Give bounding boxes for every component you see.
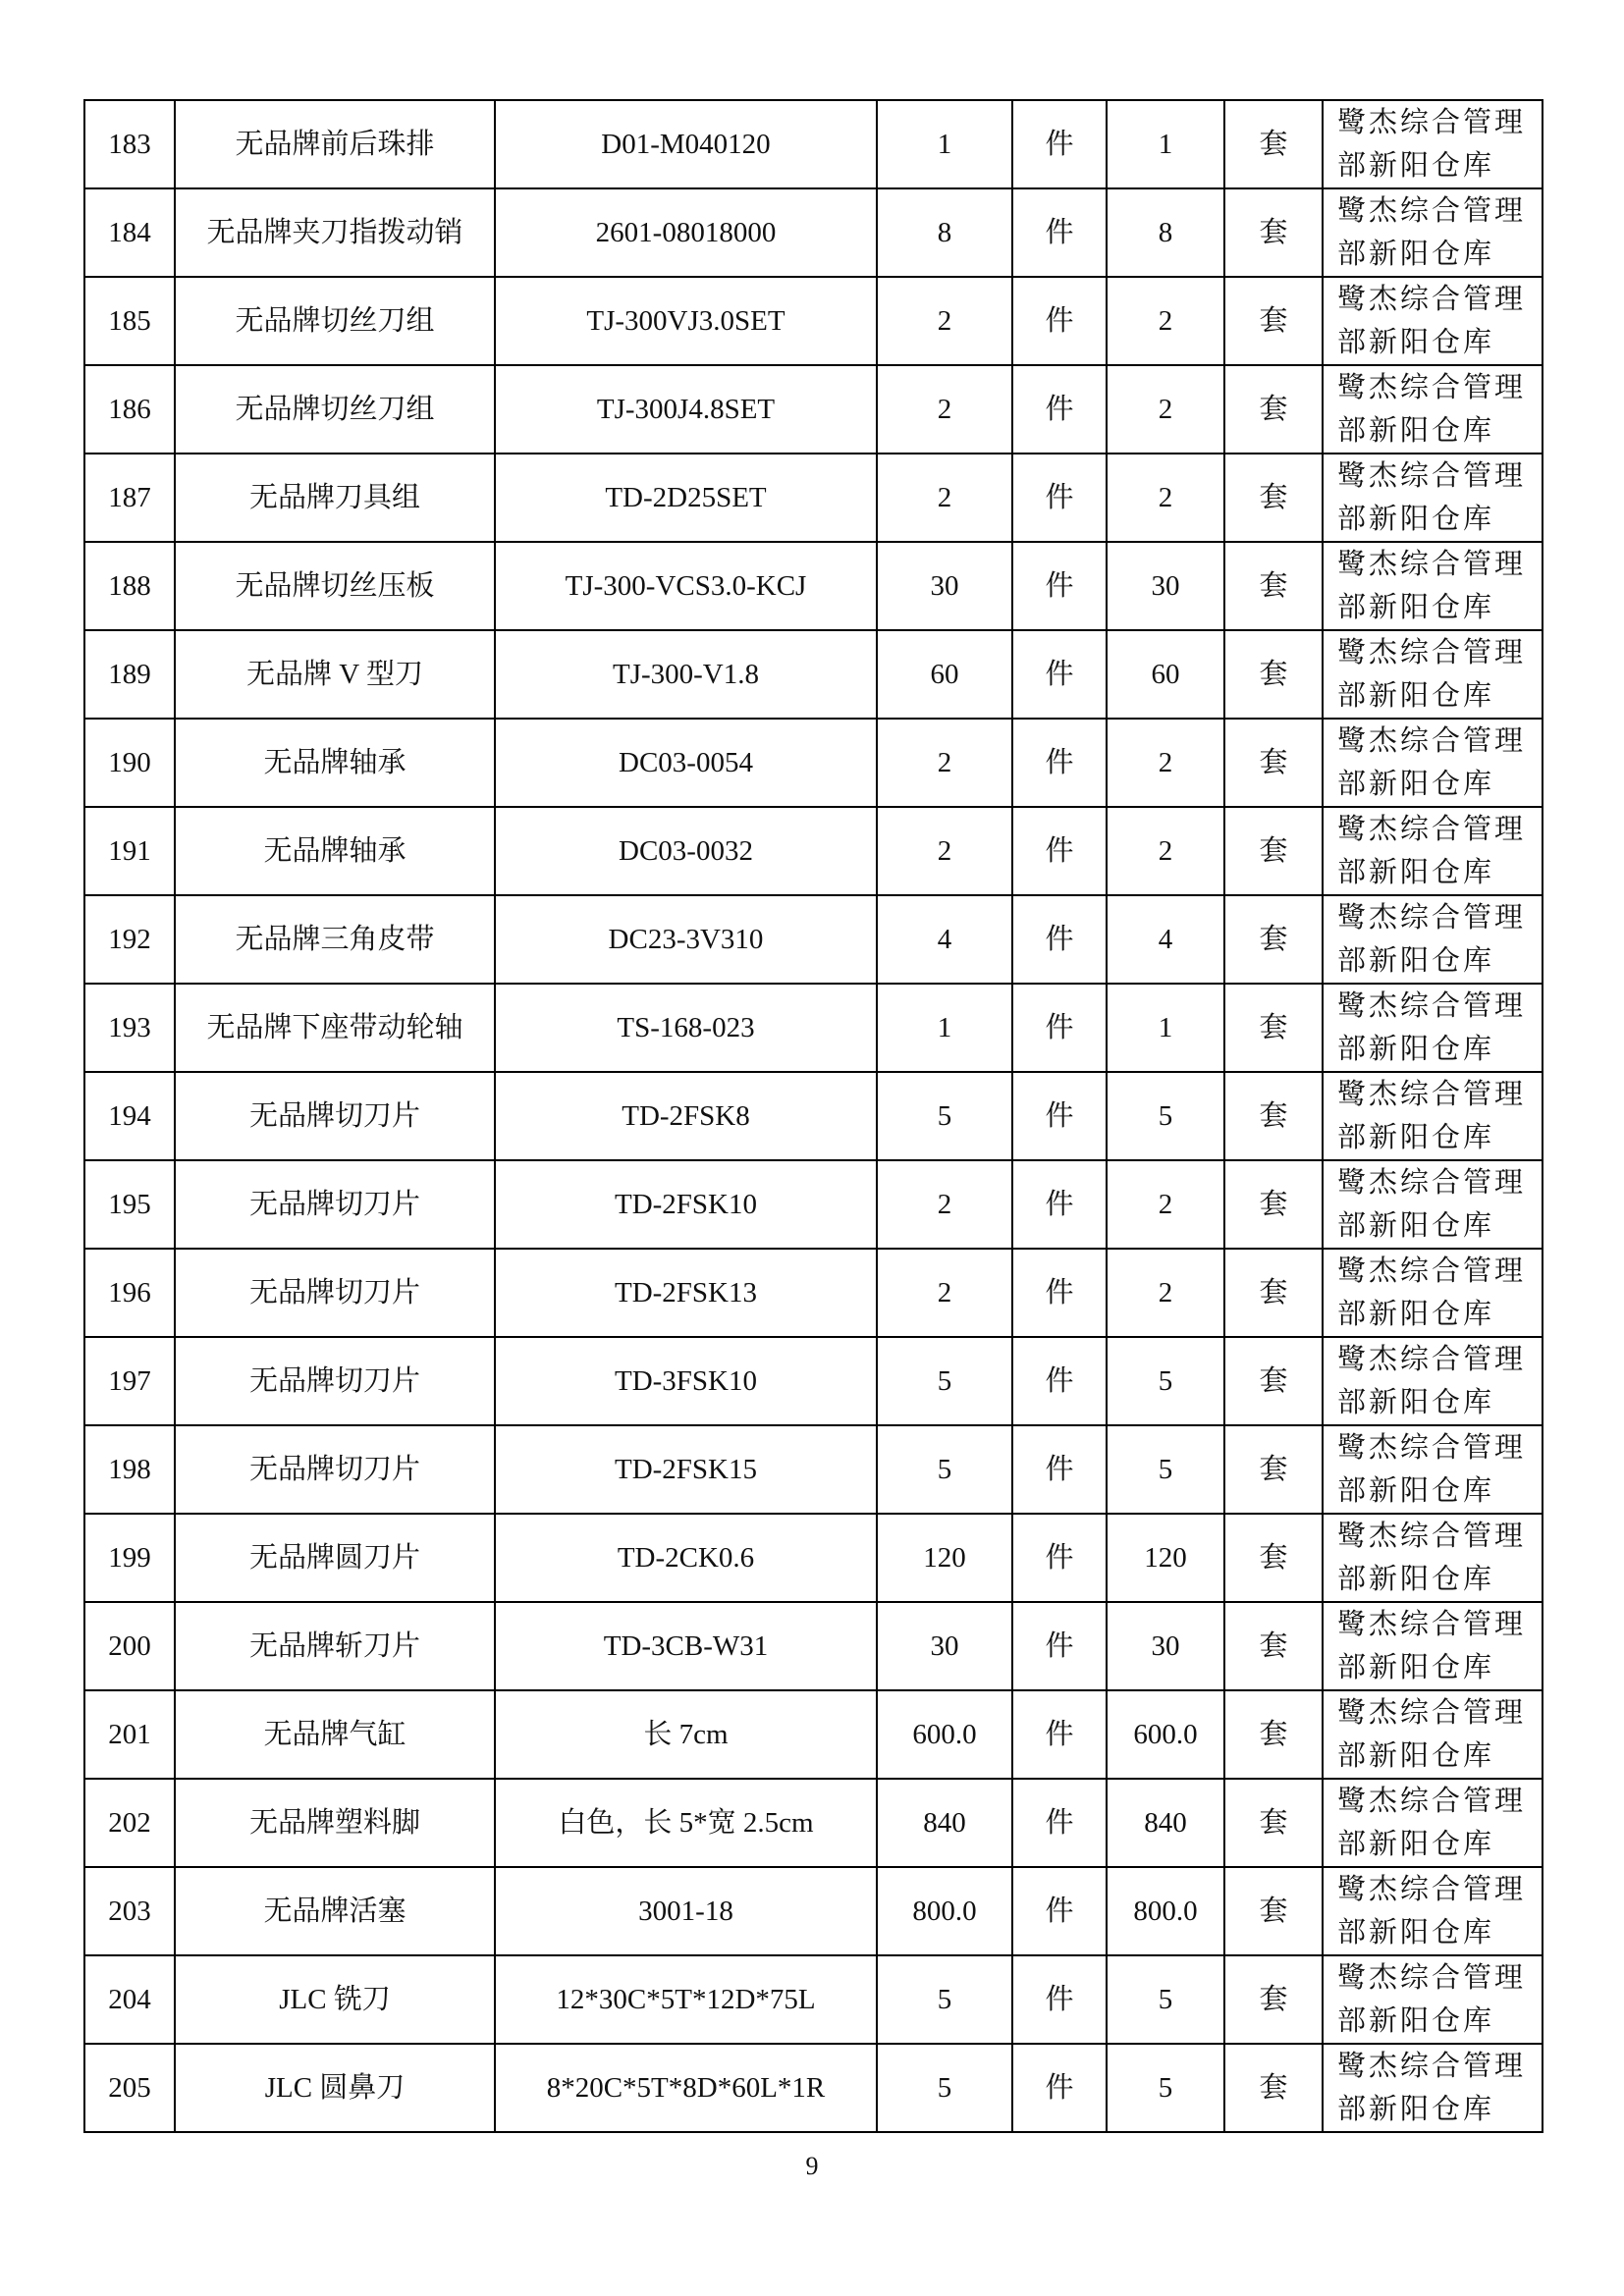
item-unit-cell: 件 — [1012, 1249, 1107, 1337]
item-unit-cell: 件 — [1012, 1337, 1107, 1425]
item-set-unit-cell: 套 — [1224, 277, 1323, 365]
item-number-cell: 201 — [84, 1690, 175, 1779]
item-model-cell: TJ-300-VCS3.0-KCJ — [495, 542, 877, 630]
item-number-cell: 194 — [84, 1072, 175, 1160]
item-location-cell: 鹭杰综合管理部新阳仓库 — [1323, 1160, 1543, 1249]
item-unit-cell: 件 — [1012, 365, 1107, 454]
item-location-cell: 鹭杰综合管理部新阳仓库 — [1323, 100, 1543, 188]
item-unit-cell: 件 — [1012, 1779, 1107, 1867]
item-set-quantity-cell: 2 — [1107, 454, 1224, 542]
item-set-unit-cell: 套 — [1224, 100, 1323, 188]
item-model-cell: DC23-3V310 — [495, 895, 877, 984]
item-name-cell: 无品牌轴承 — [175, 807, 495, 895]
item-set-unit-cell: 套 — [1224, 2044, 1323, 2132]
table-row — [84, 1779, 1543, 1867]
item-unit-cell: 件 — [1012, 1955, 1107, 2044]
item-model-cell: DC03-0032 — [495, 807, 877, 895]
item-unit-cell: 件 — [1012, 1690, 1107, 1779]
item-set-unit-cell: 套 — [1224, 188, 1323, 277]
item-quantity-cell: 2 — [877, 719, 1012, 807]
item-quantity-cell: 30 — [877, 542, 1012, 630]
page-number: 9 — [805, 2152, 819, 2180]
item-quantity-cell: 2 — [877, 365, 1012, 454]
item-model-cell: TJ-300VJ3.0SET — [495, 277, 877, 365]
item-number-cell: 187 — [84, 454, 175, 542]
item-quantity-cell: 840 — [877, 1779, 1012, 1867]
item-quantity-cell: 5 — [877, 1425, 1012, 1514]
table-row — [84, 100, 1543, 188]
item-location-cell: 鹭杰综合管理部新阳仓库 — [1323, 1514, 1543, 1602]
item-quantity-cell: 5 — [877, 1955, 1012, 2044]
item-name-cell: 无品牌下座带动轮轴 — [175, 984, 495, 1072]
item-location-cell: 鹭杰综合管理部新阳仓库 — [1323, 807, 1543, 895]
item-unit-cell: 件 — [1012, 1160, 1107, 1249]
item-unit-cell: 件 — [1012, 1072, 1107, 1160]
item-set-quantity-cell: 800.0 — [1107, 1867, 1224, 1955]
item-number-cell: 198 — [84, 1425, 175, 1514]
item-set-quantity-cell: 2 — [1107, 719, 1224, 807]
table-row — [84, 630, 1543, 719]
item-set-quantity-cell: 2 — [1107, 277, 1224, 365]
item-quantity-cell: 2 — [877, 807, 1012, 895]
table-row — [84, 1425, 1543, 1514]
item-unit-cell: 件 — [1012, 188, 1107, 277]
item-name-cell: 无品牌切丝刀组 — [175, 365, 495, 454]
item-model-cell: TJ-300J4.8SET — [495, 365, 877, 454]
table-row — [84, 807, 1543, 895]
item-number-cell: 199 — [84, 1514, 175, 1602]
item-location-cell: 鹭杰综合管理部新阳仓库 — [1323, 365, 1543, 454]
item-quantity-cell: 2 — [877, 277, 1012, 365]
item-model-cell: TD-2FSK15 — [495, 1425, 877, 1514]
item-model-cell: 长 7cm — [495, 1690, 877, 1779]
item-set-quantity-cell: 2 — [1107, 365, 1224, 454]
item-quantity-cell: 600.0 — [877, 1690, 1012, 1779]
item-unit-cell: 件 — [1012, 807, 1107, 895]
item-set-quantity-cell: 60 — [1107, 630, 1224, 719]
item-set-unit-cell: 套 — [1224, 1249, 1323, 1337]
item-set-quantity-cell: 4 — [1107, 895, 1224, 984]
inventory-table — [83, 99, 1543, 2133]
item-set-unit-cell: 套 — [1224, 630, 1323, 719]
item-number-cell: 197 — [84, 1337, 175, 1425]
item-name-cell: 无品牌 V 型刀 — [175, 630, 495, 719]
item-model-cell: TD-2D25SET — [495, 454, 877, 542]
item-set-unit-cell: 套 — [1224, 454, 1323, 542]
item-model-cell: D01-M040120 — [495, 100, 877, 188]
table-row — [84, 1072, 1543, 1160]
item-quantity-cell: 2 — [877, 1249, 1012, 1337]
item-set-unit-cell: 套 — [1224, 1779, 1323, 1867]
item-location-cell: 鹭杰综合管理部新阳仓库 — [1323, 542, 1543, 630]
item-unit-cell: 件 — [1012, 984, 1107, 1072]
item-number-cell: 186 — [84, 365, 175, 454]
item-set-unit-cell: 套 — [1224, 1690, 1323, 1779]
item-name-cell: 无品牌切刀片 — [175, 1425, 495, 1514]
item-name-cell: 无品牌圆刀片 — [175, 1514, 495, 1602]
item-set-unit-cell: 套 — [1224, 365, 1323, 454]
item-unit-cell: 件 — [1012, 1867, 1107, 1955]
item-model-cell: 8*20C*5T*8D*60L*1R — [495, 2044, 877, 2132]
item-name-cell: 无品牌前后珠排 — [175, 100, 495, 188]
item-number-cell: 185 — [84, 277, 175, 365]
item-location-cell: 鹭杰综合管理部新阳仓库 — [1323, 719, 1543, 807]
item-set-quantity-cell: 1 — [1107, 100, 1224, 188]
item-set-unit-cell: 套 — [1224, 807, 1323, 895]
item-quantity-cell: 5 — [877, 1072, 1012, 1160]
item-set-quantity-cell: 600.0 — [1107, 1690, 1224, 1779]
item-quantity-cell: 2 — [877, 1160, 1012, 1249]
item-set-quantity-cell: 120 — [1107, 1514, 1224, 1602]
item-name-cell: 无品牌切刀片 — [175, 1160, 495, 1249]
item-name-cell: 无品牌夹刀指拨动销 — [175, 188, 495, 277]
item-location-cell: 鹭杰综合管理部新阳仓库 — [1323, 2044, 1543, 2132]
item-name-cell: 无品牌切刀片 — [175, 1337, 495, 1425]
item-unit-cell: 件 — [1012, 2044, 1107, 2132]
item-quantity-cell: 2 — [877, 454, 1012, 542]
item-number-cell: 184 — [84, 188, 175, 277]
item-set-unit-cell: 套 — [1224, 1425, 1323, 1514]
item-set-unit-cell: 套 — [1224, 542, 1323, 630]
item-number-cell: 202 — [84, 1779, 175, 1867]
item-model-cell: 白色，长 5*宽 2.5cm — [495, 1779, 877, 1867]
item-set-quantity-cell: 30 — [1107, 1602, 1224, 1690]
item-unit-cell: 件 — [1012, 630, 1107, 719]
item-number-cell: 192 — [84, 895, 175, 984]
item-set-quantity-cell: 2 — [1107, 1160, 1224, 1249]
item-set-unit-cell: 套 — [1224, 1955, 1323, 2044]
table-row — [84, 277, 1543, 365]
item-set-unit-cell: 套 — [1224, 1602, 1323, 1690]
item-model-cell: TD-2FSK13 — [495, 1249, 877, 1337]
item-model-cell: 3001-18 — [495, 1867, 877, 1955]
item-number-cell: 204 — [84, 1955, 175, 2044]
item-model-cell: TD-2FSK10 — [495, 1160, 877, 1249]
item-quantity-cell: 5 — [877, 1337, 1012, 1425]
item-quantity-cell: 1 — [877, 100, 1012, 188]
item-name-cell: JLC 圆鼻刀 — [175, 2044, 495, 2132]
table-row — [84, 454, 1543, 542]
item-location-cell: 鹭杰综合管理部新阳仓库 — [1323, 984, 1543, 1072]
item-location-cell: 鹭杰综合管理部新阳仓库 — [1323, 1867, 1543, 1955]
item-model-cell: 2601-08018000 — [495, 188, 877, 277]
item-name-cell: 无品牌切丝刀组 — [175, 277, 495, 365]
item-unit-cell: 件 — [1012, 719, 1107, 807]
item-location-cell: 鹭杰综合管理部新阳仓库 — [1323, 454, 1543, 542]
table-row — [84, 365, 1543, 454]
item-name-cell: 无品牌活塞 — [175, 1867, 495, 1955]
table-row — [84, 1249, 1543, 1337]
item-number-cell: 191 — [84, 807, 175, 895]
table-row — [84, 2044, 1543, 2132]
item-quantity-cell: 8 — [877, 188, 1012, 277]
item-model-cell: TD-3FSK10 — [495, 1337, 877, 1425]
table-row — [84, 1867, 1543, 1955]
item-unit-cell: 件 — [1012, 895, 1107, 984]
item-name-cell: 无品牌切刀片 — [175, 1072, 495, 1160]
item-name-cell: 无品牌切丝压板 — [175, 542, 495, 630]
item-model-cell: 12*30C*5T*12D*75L — [495, 1955, 877, 2044]
item-set-quantity-cell: 5 — [1107, 2044, 1224, 2132]
table-row — [84, 1514, 1543, 1602]
item-unit-cell: 件 — [1012, 100, 1107, 188]
item-model-cell: TJ-300-V1.8 — [495, 630, 877, 719]
item-set-unit-cell: 套 — [1224, 895, 1323, 984]
item-set-quantity-cell: 8 — [1107, 188, 1224, 277]
item-quantity-cell: 60 — [877, 630, 1012, 719]
item-set-quantity-cell: 5 — [1107, 1337, 1224, 1425]
table-row — [84, 188, 1543, 277]
table-row — [84, 984, 1543, 1072]
item-name-cell: JLC 铣刀 — [175, 1955, 495, 2044]
item-name-cell: 无品牌三角皮带 — [175, 895, 495, 984]
item-unit-cell: 件 — [1012, 454, 1107, 542]
item-set-quantity-cell: 5 — [1107, 1425, 1224, 1514]
item-model-cell: TS-168-023 — [495, 984, 877, 1072]
item-location-cell: 鹭杰综合管理部新阳仓库 — [1323, 1602, 1543, 1690]
table-row — [84, 1955, 1543, 2044]
item-number-cell: 193 — [84, 984, 175, 1072]
item-unit-cell: 件 — [1012, 277, 1107, 365]
item-location-cell: 鹭杰综合管理部新阳仓库 — [1323, 277, 1543, 365]
item-unit-cell: 件 — [1012, 1514, 1107, 1602]
item-set-quantity-cell: 2 — [1107, 1249, 1224, 1337]
item-model-cell: TD-2FSK8 — [495, 1072, 877, 1160]
item-location-cell: 鹭杰综合管理部新阳仓库 — [1323, 1337, 1543, 1425]
item-name-cell: 无品牌塑料脚 — [175, 1779, 495, 1867]
item-model-cell: TD-2CK0.6 — [495, 1514, 877, 1602]
item-location-cell: 鹭杰综合管理部新阳仓库 — [1323, 188, 1543, 277]
item-location-cell: 鹭杰综合管理部新阳仓库 — [1323, 1249, 1543, 1337]
item-number-cell: 195 — [84, 1160, 175, 1249]
item-location-cell: 鹭杰综合管理部新阳仓库 — [1323, 630, 1543, 719]
item-unit-cell: 件 — [1012, 542, 1107, 630]
item-number-cell: 183 — [84, 100, 175, 188]
item-location-cell: 鹭杰综合管理部新阳仓库 — [1323, 1779, 1543, 1867]
item-location-cell: 鹭杰综合管理部新阳仓库 — [1323, 1955, 1543, 2044]
table-row — [84, 542, 1543, 630]
item-model-cell: TD-3CB-W31 — [495, 1602, 877, 1690]
item-set-quantity-cell: 5 — [1107, 1072, 1224, 1160]
item-location-cell: 鹭杰综合管理部新阳仓库 — [1323, 895, 1543, 984]
table-row — [84, 1160, 1543, 1249]
item-name-cell: 无品牌斩刀片 — [175, 1602, 495, 1690]
table-row — [84, 1690, 1543, 1779]
table-row — [84, 719, 1543, 807]
item-number-cell: 200 — [84, 1602, 175, 1690]
item-number-cell: 205 — [84, 2044, 175, 2132]
inventory-table-body — [84, 100, 1543, 2132]
item-set-unit-cell: 套 — [1224, 1160, 1323, 1249]
item-name-cell: 无品牌气缸 — [175, 1690, 495, 1779]
item-set-quantity-cell: 2 — [1107, 807, 1224, 895]
item-number-cell: 189 — [84, 630, 175, 719]
item-quantity-cell: 30 — [877, 1602, 1012, 1690]
item-set-unit-cell: 套 — [1224, 719, 1323, 807]
item-quantity-cell: 1 — [877, 984, 1012, 1072]
item-set-quantity-cell: 5 — [1107, 1955, 1224, 2044]
item-set-unit-cell: 套 — [1224, 1072, 1323, 1160]
item-location-cell: 鹭杰综合管理部新阳仓库 — [1323, 1690, 1543, 1779]
table-row — [84, 1602, 1543, 1690]
item-set-unit-cell: 套 — [1224, 984, 1323, 1072]
item-set-quantity-cell: 1 — [1107, 984, 1224, 1072]
item-unit-cell: 件 — [1012, 1602, 1107, 1690]
table-row — [84, 895, 1543, 984]
item-set-quantity-cell: 840 — [1107, 1779, 1224, 1867]
item-model-cell: DC03-0054 — [495, 719, 877, 807]
item-number-cell: 203 — [84, 1867, 175, 1955]
item-set-unit-cell: 套 — [1224, 1337, 1323, 1425]
table-row — [84, 1337, 1543, 1425]
item-number-cell: 190 — [84, 719, 175, 807]
item-number-cell: 188 — [84, 542, 175, 630]
item-quantity-cell: 800.0 — [877, 1867, 1012, 1955]
item-quantity-cell: 120 — [877, 1514, 1012, 1602]
item-location-cell: 鹭杰综合管理部新阳仓库 — [1323, 1425, 1543, 1514]
item-quantity-cell: 5 — [877, 2044, 1012, 2132]
item-set-quantity-cell: 30 — [1107, 542, 1224, 630]
item-number-cell: 196 — [84, 1249, 175, 1337]
item-set-unit-cell: 套 — [1224, 1867, 1323, 1955]
item-name-cell: 无品牌轴承 — [175, 719, 495, 807]
item-name-cell: 无品牌切刀片 — [175, 1249, 495, 1337]
item-location-cell: 鹭杰综合管理部新阳仓库 — [1323, 1072, 1543, 1160]
item-quantity-cell: 4 — [877, 895, 1012, 984]
item-unit-cell: 件 — [1012, 1425, 1107, 1514]
item-set-unit-cell: 套 — [1224, 1514, 1323, 1602]
item-name-cell: 无品牌刀具组 — [175, 454, 495, 542]
